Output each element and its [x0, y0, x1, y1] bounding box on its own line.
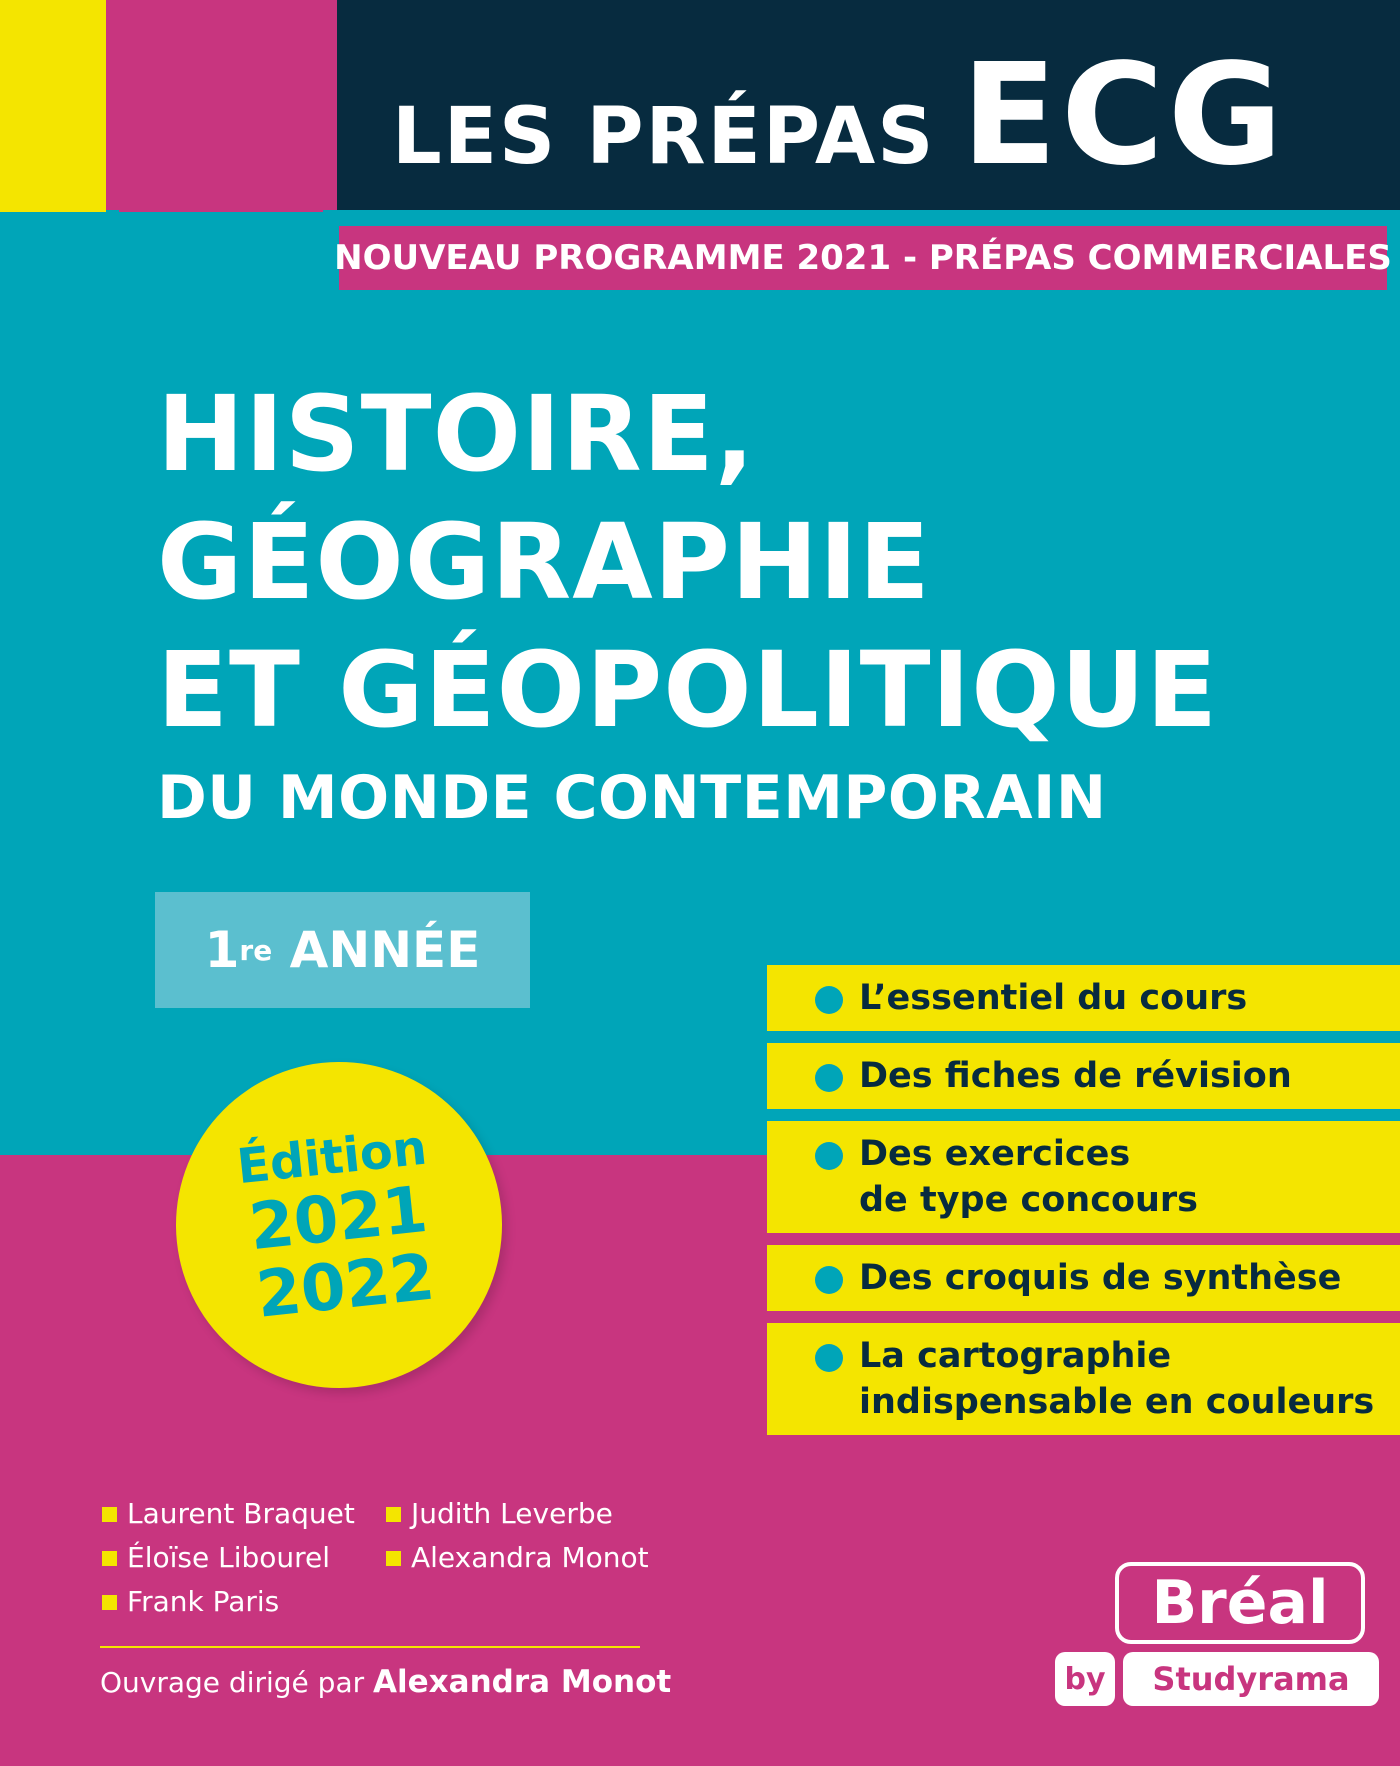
yellow-corner-block [0, 0, 106, 212]
bullet-square-icon [102, 1551, 117, 1566]
bullet-dot-icon [815, 1344, 843, 1372]
feature-item [767, 1245, 1400, 1311]
feature-item [767, 1043, 1400, 1109]
title-line-2: GÉOGRAPHIE [157, 501, 931, 623]
bullet-square-icon [386, 1551, 401, 1566]
feature-text: La cartographie indispensable en couleurs [859, 1336, 1375, 1422]
feature-text: Des fiches de révision [859, 1056, 1292, 1096]
feature-text: L’essentiel du cours [859, 978, 1248, 1018]
author-item [102, 1536, 402, 1580]
bullet-square-icon [102, 1595, 117, 1610]
breal-logo: Bréal [1115, 1562, 1365, 1644]
bullet-dot-icon [815, 1064, 843, 1092]
author-column-right [386, 1492, 686, 1580]
year-level-box [155, 892, 530, 1008]
title-line-1: HISTOIRE, [157, 373, 756, 495]
author-name: Alexandra Monot [411, 1541, 649, 1574]
by-label: by [1055, 1652, 1115, 1706]
edition-label: Édition [234, 1119, 430, 1196]
author-item [386, 1536, 686, 1580]
author-column-left [102, 1492, 402, 1624]
series-title [392, 34, 1287, 197]
feature-item [767, 1121, 1400, 1233]
series-prefix: LES PRÉPAS [392, 92, 936, 182]
author-name: Judith Leverbe [411, 1497, 613, 1530]
title-line-3: ET GÉOPOLITIQUE [157, 629, 1219, 751]
director-name: Alexandra Monot [373, 1664, 672, 1700]
bullet-dot-icon [815, 1142, 843, 1170]
edition-year-1: 2021 [245, 1172, 431, 1266]
author-name: Frank Paris [127, 1585, 280, 1618]
studyrama-logo: Studyrama [1123, 1652, 1379, 1706]
divider-line [100, 1646, 640, 1648]
author-item [386, 1492, 686, 1536]
magenta-corner-block [119, 0, 323, 212]
feature-item [767, 1323, 1400, 1435]
program-band: NOUVEAU PROGRAMME 2021 - PRÉPAS COMMERCIALES [339, 226, 1387, 290]
publisher-logo [1055, 1562, 1350, 1712]
edition-year-2: 2022 [253, 1240, 438, 1333]
series-banner [337, 0, 1400, 210]
year-suffix: re [239, 933, 273, 967]
year-number: 1 [204, 921, 240, 979]
year-label: ANNÉE [289, 921, 481, 979]
bullet-dot-icon [815, 986, 843, 1014]
feature-list [767, 965, 1400, 1447]
director-prefix: Ouvrage dirigé par [100, 1666, 365, 1699]
bullet-square-icon [102, 1507, 117, 1522]
feature-text: Des exercices de type concours [859, 1134, 1199, 1220]
bullet-dot-icon [815, 1266, 843, 1294]
author-name: Laurent Braquet [127, 1497, 355, 1530]
author-name: Éloïse Libourel [127, 1541, 331, 1574]
author-item [102, 1492, 402, 1536]
series-name: ECG [961, 34, 1287, 197]
author-item [102, 1580, 402, 1624]
director-credit [100, 1664, 671, 1700]
book-title [157, 370, 1218, 838]
title-line-4: DU MONDE CONTEMPORAIN [157, 763, 1107, 833]
feature-text: Des croquis de synthèse [859, 1258, 1342, 1298]
bullet-square-icon [386, 1507, 401, 1522]
feature-item [767, 965, 1400, 1031]
